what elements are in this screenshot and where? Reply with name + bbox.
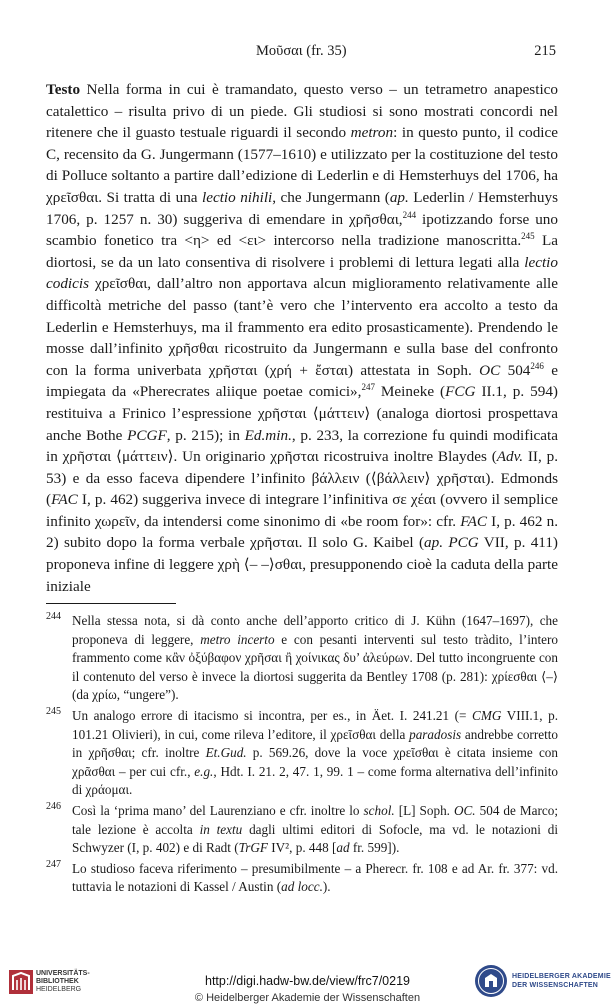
text-run: e con pesanti interventi sul testo tràdito, l’intero frammento come κἂν ὀξύβαφον χρῆσαι ἢ χοίνικας δυ’ ἀλεύρων. Del tutto incongruente con il contenuto del verso è invece la diortosi suggerita da Bentley 1708 (p. 281): χρίεσθαι ⟨–⟩ (da χρίω, “ungere”).: [72, 631, 558, 703]
italic-term: FAC: [51, 491, 78, 509]
academy-seal-icon: [474, 964, 508, 998]
running-header: [46, 43, 556, 61]
italic-term: in textu: [199, 821, 243, 837]
academy-name-line: DER WISSENSCHAFTEN: [512, 982, 599, 989]
italic-term: OC: [479, 361, 501, 379]
text-run: fr. 599]).: [349, 840, 400, 856]
italic-term: OC.: [453, 802, 476, 818]
footnote-245: [46, 707, 558, 800]
italic-term: schol.: [363, 802, 395, 818]
italic-term: ap.: [389, 188, 409, 206]
section-lead: Testo: [46, 81, 81, 98]
text-run: [L] Soph.: [394, 802, 454, 818]
italic-term: metro incerto: [200, 631, 275, 647]
italic-term: Adv.: [496, 448, 524, 466]
running-title: Μοῦσαι (fr. 35): [256, 43, 347, 59]
italic-term: FAC: [460, 512, 487, 530]
footnote-ref[interactable]: 244: [402, 209, 417, 220]
library-name-line: UNIVERSITÄTS-: [36, 970, 90, 977]
italic-term: CMG: [472, 707, 502, 723]
italic-term: TrGF: [238, 840, 268, 856]
text-run: , che Jungermann (: [272, 188, 390, 206]
text-run: dagli ultimi editori di Sofocle, ma vd. le notazioni di Schwyzer (I, p. 402) e di Radt (: [72, 821, 558, 856]
footnote-number: 247: [46, 858, 61, 870]
text-run: 504 de Marco; tale lezione è accolta: [72, 802, 558, 837]
library-name-line: BIBLIOTHEK: [36, 978, 79, 985]
text-run: Nella forma in cui è tramandato, questo verso – un tetrametro anapestico catalettico – risulta privo di un piede. Gli studiosi si sono mostrati concordi nel ritenere che il guasto testuale riguardi il secondo: [46, 81, 558, 142]
italic-term: PCG: [448, 534, 479, 552]
text-run: VII, p. 411) proponeva infine di leggere χρὴ ⟨– –⟩σθαι, presupponendo cioè la caduta della parte iniziale: [46, 534, 558, 595]
text-run: La diortosi, se da un lato consentiva di risolvere i problemi di lettura legati alla: [46, 232, 558, 271]
footnote-ref[interactable]: 246: [530, 360, 544, 371]
text-run: Così la ‘prima mano’ del Laurenziano e cfr. inoltre lo: [72, 802, 364, 818]
page-number: 215: [534, 43, 556, 59]
footnote-ref[interactable]: 245: [521, 231, 535, 242]
italic-term: metron: [350, 124, 394, 142]
text-run: Meineke (: [374, 383, 446, 401]
text-run: 504: [500, 361, 531, 379]
text-run: II.1, p. 594) restituiva a Frinico l’espressione χρῆσται ⟨μάττειν⟩ (analoga diortosi prospettava anche Bothe: [46, 383, 558, 444]
italic-term: FCG: [445, 383, 476, 401]
footnote-number: 246: [46, 800, 61, 812]
text-run: p. 569.26, dove la voce χρεῖσθαι è citata insieme con χρᾶσθαι – per cui cfr.,: [72, 745, 558, 779]
academy-name: [512, 972, 611, 990]
text-run: I, p. 462) suggeriva invece di integrare l’infinitiva σε χέαι (ovvero il semplice infinito χωρεῖν, da intendersi come sinonimo di «be room for»: cfr.: [46, 491, 558, 530]
italic-term: lectio codicis: [46, 253, 558, 293]
copyright-notice: © Heidelberger Akademie der Wissenschaften: [194, 992, 421, 1004]
footnote-246: [46, 802, 558, 858]
footnote-divider: [46, 603, 176, 604]
text-run: : in questo punto, il codice C, recensito da G. Jungermann (1577–1610) e utilizzato per la costituzione del testo di Polluce soltanto a partire dall’edizione di Lederlin e di Hemsterhuys del 1706, ha χρεῖσθαι. Si tratta di una: [46, 124, 558, 206]
text-run: ipotizzando forse uno scambio fonetico tra <η> ed <ει> intercorso nella tradizione manoscritta.: [46, 210, 558, 250]
italic-term: e.g.: [194, 763, 214, 779]
text-run: Un analogo errore di itacismo si incontra, per es., in Äet. I. 241.21 (=: [72, 707, 473, 723]
italic-term: paradosis: [409, 726, 462, 742]
text-run: andrebbe corretto in χρῆσθαι; cfr. inoltre: [72, 726, 558, 761]
text-run: χρεῖσθαι, dall’altro non apportava alcun miglioramento relativamente alle difficoltà metriche del passo (tant’è vero che l’intervento era accolto a testo da Lederlin e Hemsterhuys, ma il frammento era edito prosasticamente). Prendendo le mosse dall’infinito χρῆσθαι ricostruito da Jungermann e sulla base del confronto con la forma univerbata χρῆσται (χρή + ἔσται) attestata in Soph.: [46, 275, 558, 379]
library-name-line: HEIDELBERG: [36, 986, 82, 993]
text-run: ).: [322, 879, 331, 895]
text-run: , Hdt. I. 21. 2, 47. 1, 99. 1 – come forma alternativa dell’infinito di χράομαι.: [72, 763, 558, 798]
italic-term: lectio nihili: [202, 188, 273, 206]
text-run: , p. 215); in: [166, 426, 245, 444]
text-run: I, p. 462 n. 2) subito dopo la forma verbale χρῆσται. Il solo G. Kaibel (: [46, 512, 558, 552]
main-paragraph: [46, 79, 558, 597]
footnote-number: 245: [46, 705, 61, 717]
text-run: Nella stessa nota, si dà conto anche dell’apporto critico di J. Kühn (1647–1697), che proponeva di leggere,: [72, 613, 558, 647]
footnote-244: [46, 612, 558, 705]
footnote-ref[interactable]: 247: [361, 382, 375, 393]
italic-term: ad: [336, 840, 350, 856]
italic-term: ad locc.: [281, 879, 323, 895]
footnotes: [46, 612, 558, 899]
academy-name-line: HEIDELBERGER AKADEMIE: [512, 973, 611, 980]
text-run: e impiegata da «Pherecrates aliique poetae comici»,: [46, 361, 558, 401]
italic-term: Et.Gud.: [205, 745, 247, 761]
italic-term: ap.: [424, 534, 443, 552]
source-url-link[interactable]: http://digi.hadw-bw.de/view/frc7/0219: [205, 974, 410, 988]
digitization-footer: [0, 960, 615, 1006]
text-run: II, p. 53) e da esso faceva dipendere l’infinito βάλλειν (⟨βάλλειν⟩ χρῆσται). Edmonds (: [46, 448, 558, 509]
text-run: Lo studioso faceva riferimento – presumibilmente – a Pherecr. fr. 108 e ad Ar. fr. 377: vd. tuttavia le notazioni di Kassel / Austin (: [72, 860, 558, 895]
text-run: VIII.1, p. 101.21 Olivieri), in cui, come rileva l’editore, il χρεῖσθαι della: [72, 707, 558, 742]
footnote-number: 244: [46, 611, 61, 622]
italic-term: Ed.min.: [244, 426, 292, 444]
text-run: Lederlin / Hemsterhuys 1706, p. 1257 n. 30) suggeriva di emendare in χρῆσθαι,: [46, 188, 558, 228]
text-run: IV², p. 448 [: [267, 840, 337, 856]
footnote-247: [46, 860, 558, 897]
italic-term: PCGF: [127, 426, 167, 444]
text-run: , p. 233, la correzione fu quindi modificata in χρῆσται ⟨μάττειν⟩. Un originario χρῆσται ricostruiva inoltre Blaydes (: [46, 426, 558, 466]
